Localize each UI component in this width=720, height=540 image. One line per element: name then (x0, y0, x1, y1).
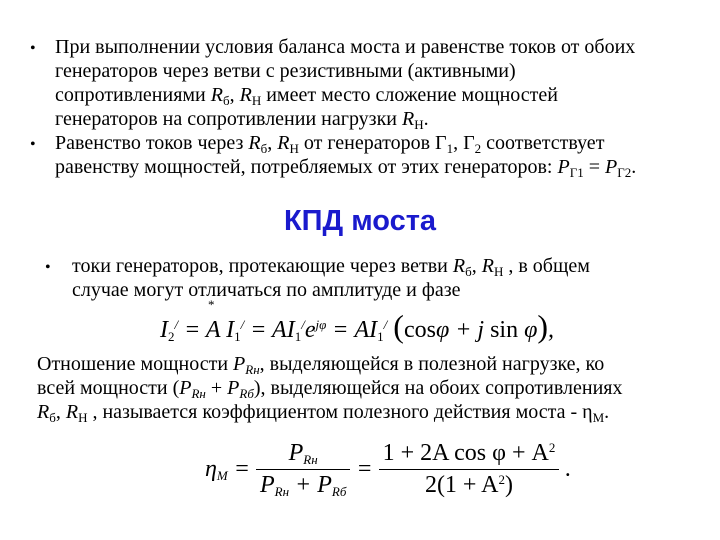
bullet-dot: • (30, 40, 36, 57)
line: сопротивлениями $R_б$, $R_Н$ имеет место сложение мощностей (55, 84, 558, 108)
line: генераторов через ветви с резистивными (активными) (55, 60, 516, 82)
line: Отношение мощности $P_{Rн}$, выделяющейся в полезной нагрузке, ко (37, 353, 605, 377)
bullet-dot: • (30, 136, 36, 153)
line: токи генераторов, протекающие через ветви $R_б$, $R_Н$ , в общем (72, 255, 590, 279)
paragraph-efficiency-definition (37, 352, 717, 424)
line: При выполнении условия баланса моста и равенстве токов от обоих (55, 36, 636, 58)
line: $R_б$, $R_Н$ , называется коэффициентом полезного действия моста - $\eta_М$. (37, 401, 610, 425)
fraction-power: $\frac{P_{Rн}}{P_{Rн} + P_{Rб}}$ (256, 440, 350, 499)
line: всей мощности $(P_{Rн} + P_{Rб})$, выделяющейся на обоих сопротивлениях (37, 377, 623, 401)
bullet-dot: • (45, 259, 51, 276)
formula-efficiency: $\eta_М$ = $\frac{P_{Rн}}{P_{Rн} + P_{Rб}}$ = $\frac{1 + 2A \cos \varphi + A^2}{2(1 + A^2)}$ . (205, 440, 572, 499)
formula-text: $I_2^/ = A$ $I_1^/ = AI_1^/e^{j\varphi} = AI_1^/$ (cosφ + j sin φ), (160, 308, 555, 344)
conjugate-asterisk: * (208, 297, 215, 312)
line: Равенство токов через $R_б$, $R_Н$ от генераторов $Г_1$, $Г_2$ соответствует (55, 132, 605, 156)
section-heading: КПД моста (283, 205, 437, 237)
paragraph-balance (55, 35, 715, 131)
paragraph-equal-currents (55, 131, 715, 179)
line: случае могут отличаться по амплитуде и фазе (72, 279, 461, 301)
line: генераторов на сопротивлении нагрузки $R_Н$. (55, 108, 429, 132)
line: равенству мощностей, потребляемых от этих генераторов: $P_{Г1} = P_{Г2}$. (55, 156, 637, 180)
formula-current-relation (160, 308, 554, 345)
fraction-amplitude: $\frac{1 + 2A \cos \varphi + A^2}{2(1 + A^2)}$ (379, 440, 560, 499)
paragraph-generator-currents (72, 254, 712, 302)
